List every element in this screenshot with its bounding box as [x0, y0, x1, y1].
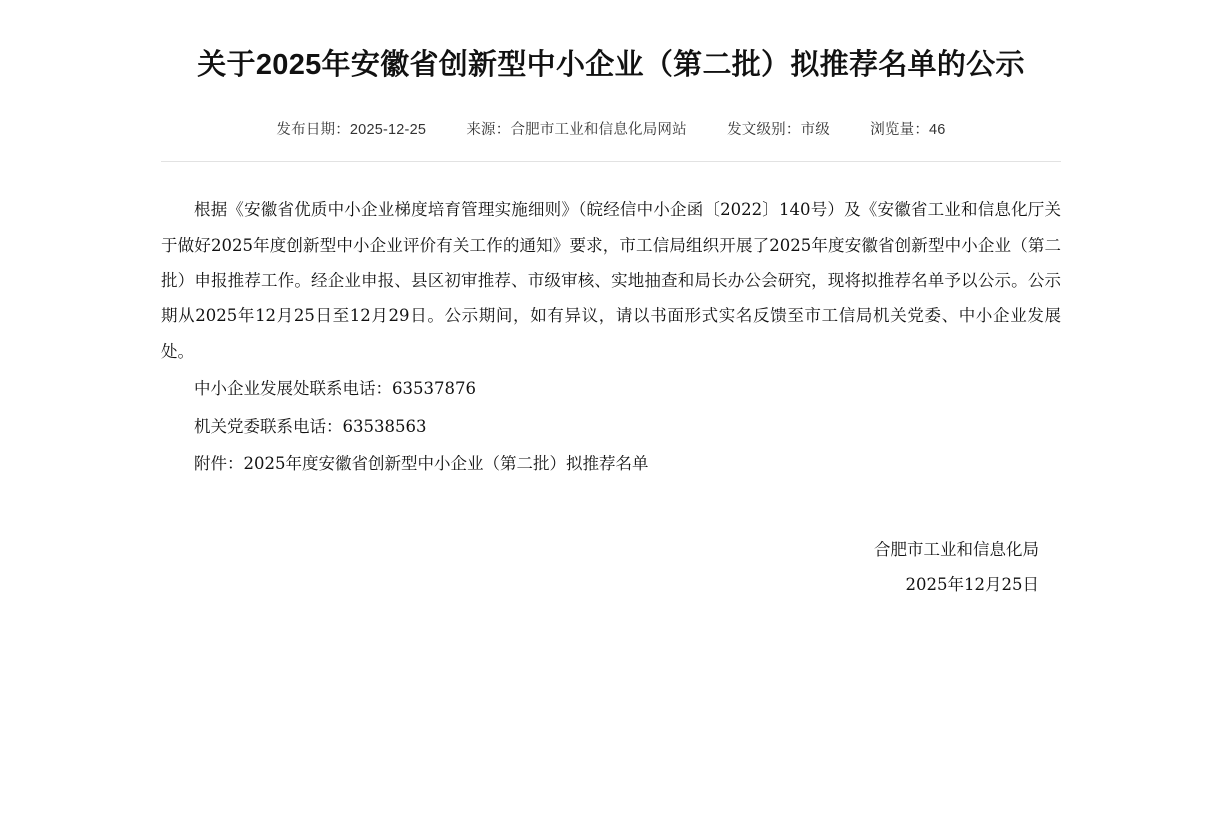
meta-source [466, 118, 687, 139]
meta-views-label: 浏览量： [870, 122, 930, 139]
meta-source-label: 来源： [466, 122, 511, 139]
signature-block [161, 532, 1061, 603]
contact-party-committee: 机关党委联系电话：63538563 [194, 416, 427, 436]
meta-views-value: 46 [929, 122, 946, 139]
meta-views [870, 118, 945, 139]
body-paragraph-main: 根据《安徽省优质中小企业梯度培育管理实施细则》（皖经信中小企函〔2022〕140号）及《安徽省工业和信息化厅关于做好2025年度创新型中小企业评价有关工作的通知》要求，市工信局组织开展了2025年度安徽省创新型中小企业（第二批）申报推荐工作。经企业申报、县区初审推荐、市级审核、实地抽查和局长办公会研究，现将拟推荐名单予以公示。公示期从2025年12月25日至12月29日。公示期间，如有异议，请以书面形式实名反馈至市工信局机关党委、中小企业发展处。 [161, 200, 1061, 361]
meta-publish-date-value: 2025-12-25 [349, 122, 427, 139]
meta-level [727, 118, 830, 139]
signature-organization: 合肥市工业和信息化局 [874, 539, 1039, 559]
article-body [161, 192, 1061, 482]
page-title: 关于2025年安徽省创新型中小企业（第二批）拟推荐名单的公示 [197, 49, 1025, 81]
signature-date: 2025年12月25日 [905, 575, 1039, 595]
contact-sme-development: 中小企业发展处联系电话：63537876 [194, 379, 476, 399]
meta-level-value: 市级 [800, 122, 830, 139]
attachment-line: 附件：2025年度安徽省创新型中小企业（第二批）拟推荐名单 [194, 454, 649, 474]
meta-level-label: 发文级别： [727, 122, 801, 139]
article-meta [161, 118, 1061, 139]
meta-publish-date [276, 118, 426, 139]
article-container [161, 0, 1061, 603]
meta-divider [161, 161, 1061, 162]
meta-publish-date-label: 发布日期： [276, 122, 350, 139]
meta-source-value: 合肥市工业和信息化局网站 [510, 122, 687, 139]
